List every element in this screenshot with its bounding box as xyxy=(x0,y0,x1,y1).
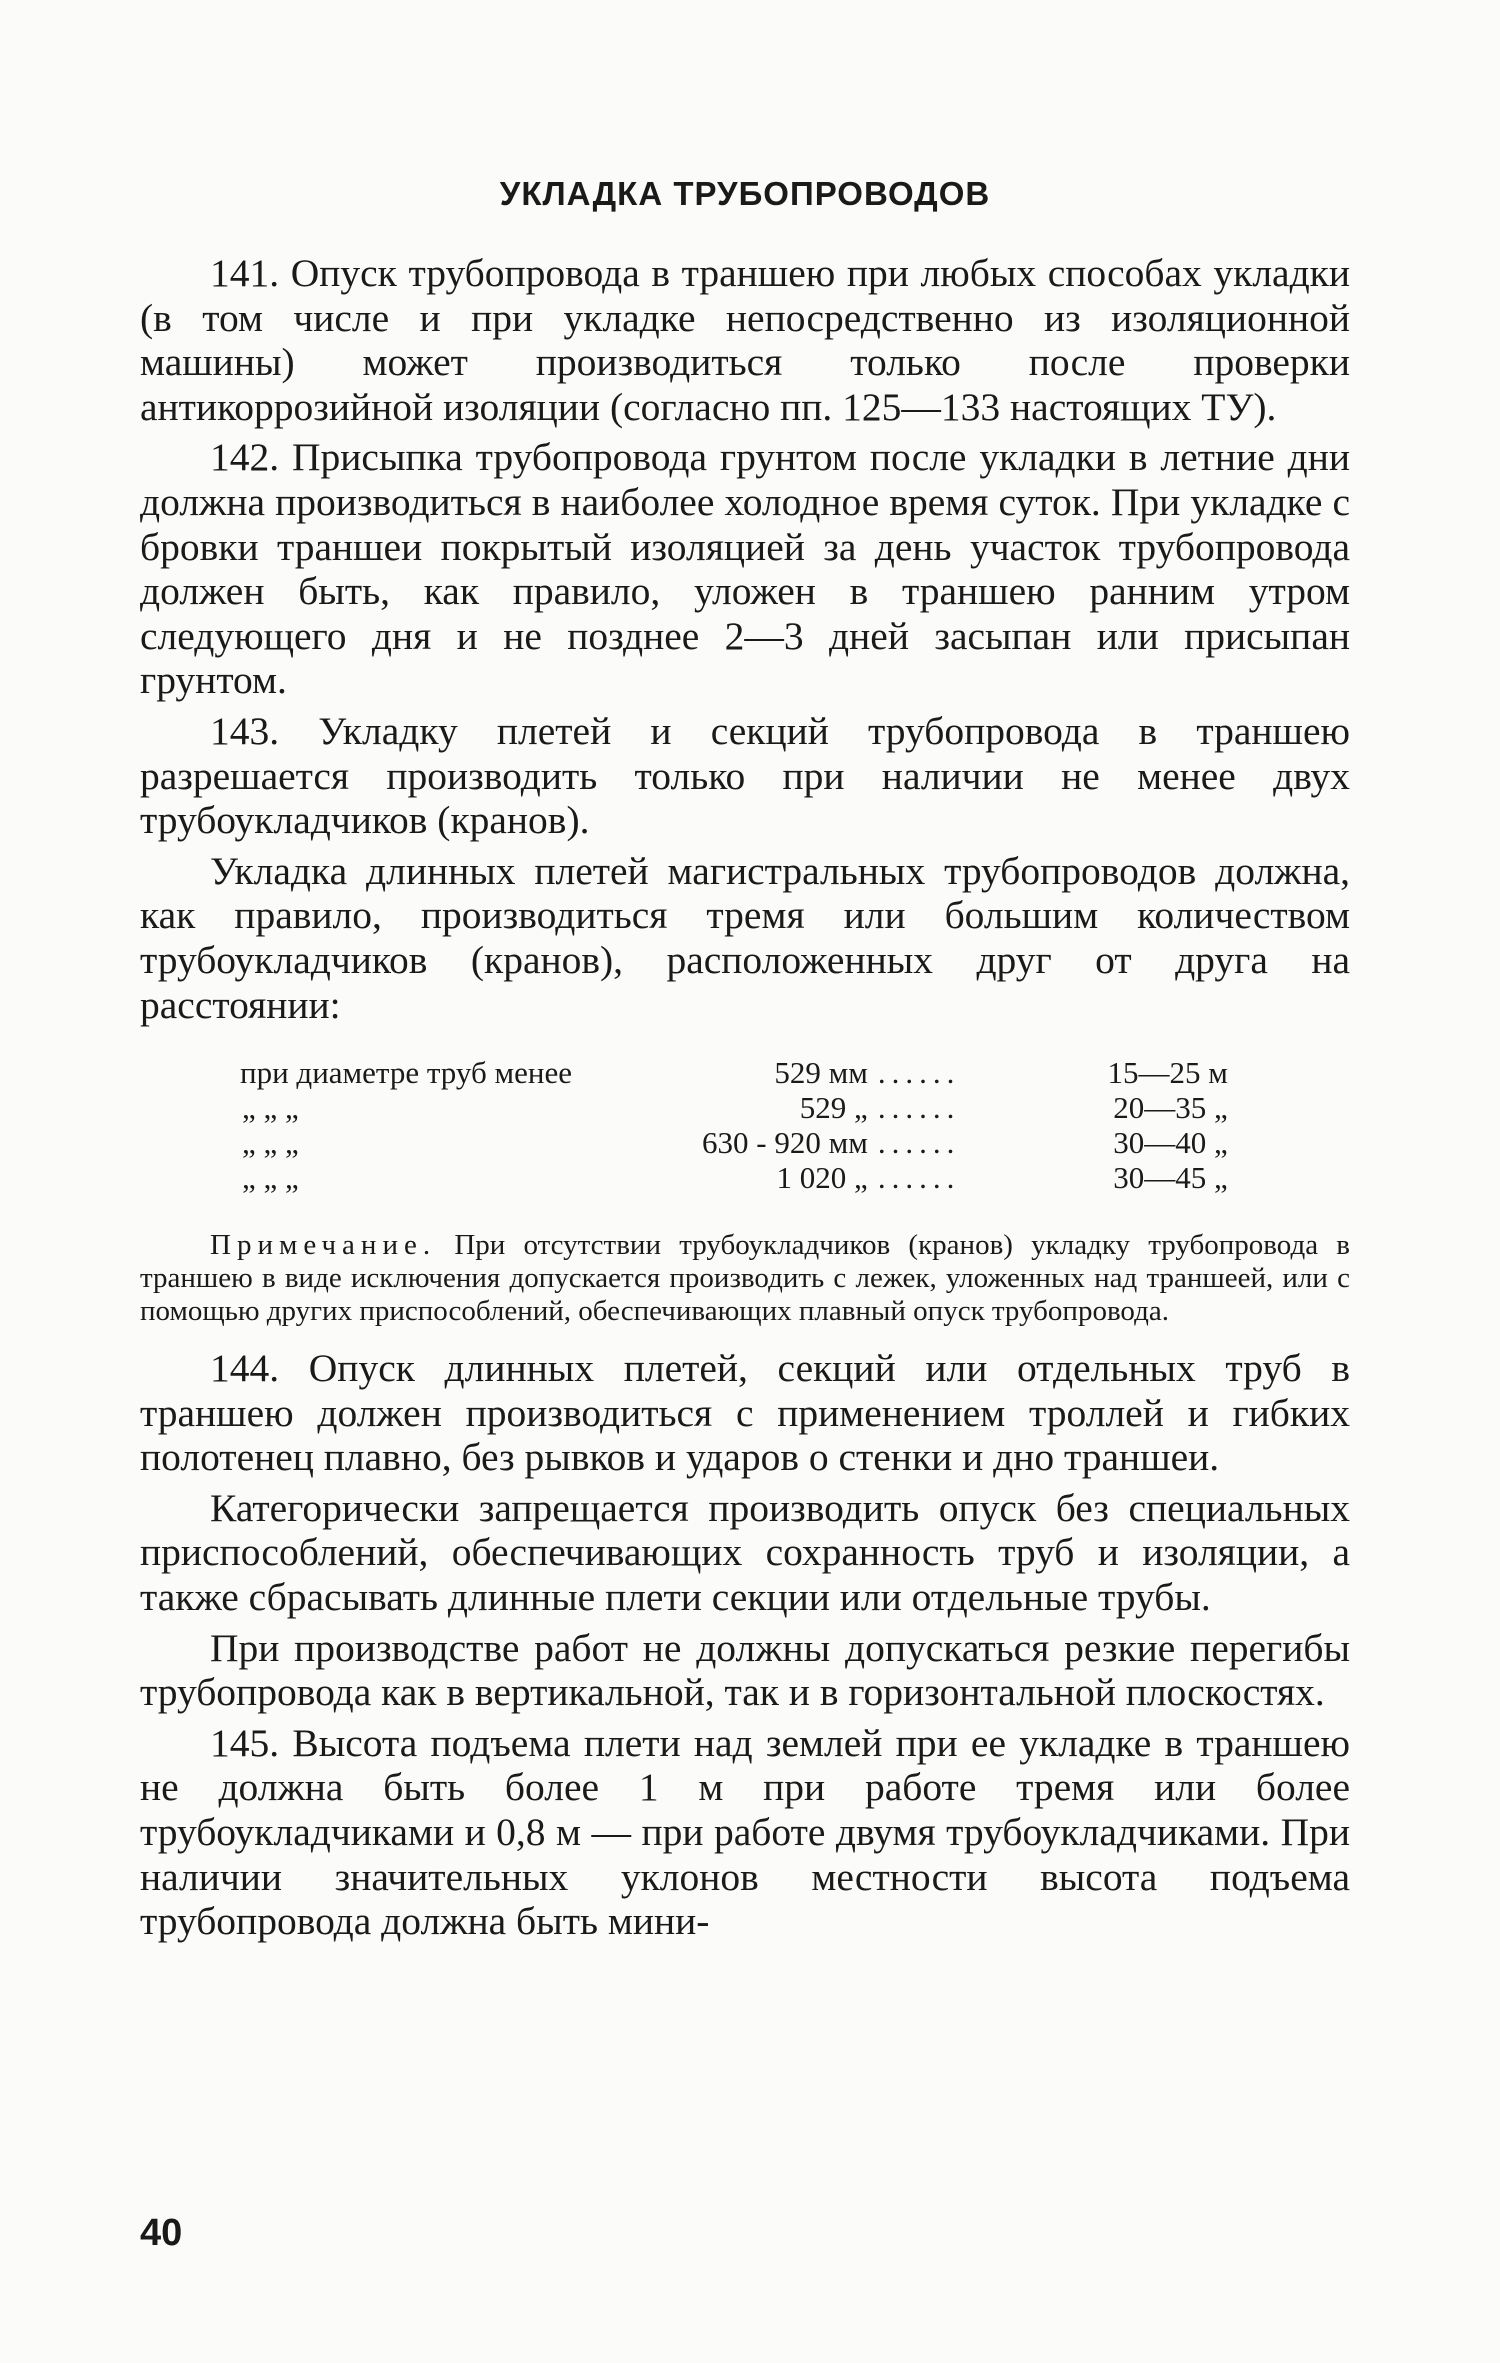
page-body xyxy=(140,175,1350,1950)
note xyxy=(140,1229,1350,1328)
row-distance: 30—45 „ xyxy=(1113,1160,1228,1196)
table-row xyxy=(240,1125,1228,1160)
paragraph-143: 143. Укладку плетей и секций трубопровода в траншею разрешается производить только при наличии не менее двух трубоукладчиков (кранов). xyxy=(140,708,1350,843)
page-number: 40 xyxy=(140,2212,183,2254)
note-text: При отсутствии трубоукладчиков (кранов) укладку трубопровода в траншею в виде исключения допускается производить с лежек, уложенных над траншеей, или с помощью других приспособлений, обеспечивающих плавный опуск трубопровода. xyxy=(140,1229,1350,1328)
paragraph-145: 145. Высота подъема плети над землей при ее укладке в траншею не должна быть более 1 м при работе тремя или более трубоукладчиками и 0,8 м — при работе двумя трубоукладчиками. При наличии значительных уклонов местности высота подъема трубопровода должна быть мини- xyxy=(140,1720,1350,1944)
paragraph-142: 142. Присыпка трубопровода грунтом после укладки в летние дни должна производиться в наиболее холодное время суток. При укладке с бровки траншеи покрытый изоляцией за день участок трубопровода должен быть, как правило, уложен в траншею ранним утром следующего дня и не позднее 2—3 дней засыпан или присыпан грунтом. xyxy=(140,435,1350,703)
row-label: „ „ „ xyxy=(242,1160,299,1196)
row-diameter: 529 „ xyxy=(799,1090,868,1126)
row-label: при диаметре труб менее xyxy=(240,1055,572,1091)
row-leader-dots: ...... xyxy=(877,1160,961,1196)
table-row xyxy=(240,1160,1228,1195)
note-label: Примечание. xyxy=(210,1229,437,1262)
row-leader-dots: ...... xyxy=(877,1055,961,1091)
row-diameter: 529 мм xyxy=(774,1055,868,1091)
paragraph-141: 141. Опуск трубопровода в траншею при любых способах укладки (в том числе и при укладке непосредственно из изоляционной машины) может производиться только после проверки антикоррозийной изоляции (согласно пп. 125—133 настоящих ТУ). xyxy=(140,251,1350,429)
row-leader-dots: ...... xyxy=(877,1090,961,1126)
distance-table xyxy=(240,1055,1228,1195)
row-distance: 15—25 м xyxy=(1107,1055,1228,1091)
paragraph-144: 144. Опуск длинных плетей, секций или отдельных труб в траншею должен производиться с применением троллей и гибких полотенец плавно, без рывков и ударов о стенки и дно траншеи. xyxy=(140,1346,1350,1480)
row-label: „ „ „ xyxy=(242,1090,299,1126)
row-distance: 30—40 „ xyxy=(1113,1125,1228,1161)
section-title: УКЛАДКА ТРУБОПРОВОДОВ xyxy=(499,175,991,212)
row-diameter: 1 020 „ xyxy=(776,1160,868,1196)
table-row xyxy=(240,1090,1228,1125)
row-leader-dots: ...... xyxy=(877,1125,961,1161)
table-row xyxy=(240,1055,1228,1090)
row-distance: 20—35 „ xyxy=(1113,1090,1228,1126)
paragraph-144-bends: При производстве работ не должны допускаться резкие перегибы трубопровода как в вертикальной, так и в горизонтальной плоскостях. xyxy=(140,1625,1350,1715)
paragraph-143-cont: Укладка длинных плетей магистральных трубопроводов должна, как правило, производиться тремя или большим количеством трубоукладчиков (кранов), расположенных друг от друга на расстоянии: xyxy=(140,848,1350,1027)
paragraph-144-prohibition: Категорически запрещается производить опуск без специальных приспособлений, обеспечивающих сохранность труб и изоляции, а также сбрасывать длинные плети секции или отдельные трубы. xyxy=(140,1485,1350,1620)
row-label: „ „ „ xyxy=(242,1125,299,1161)
row-diameter: 630 - 920 мм xyxy=(702,1125,868,1161)
